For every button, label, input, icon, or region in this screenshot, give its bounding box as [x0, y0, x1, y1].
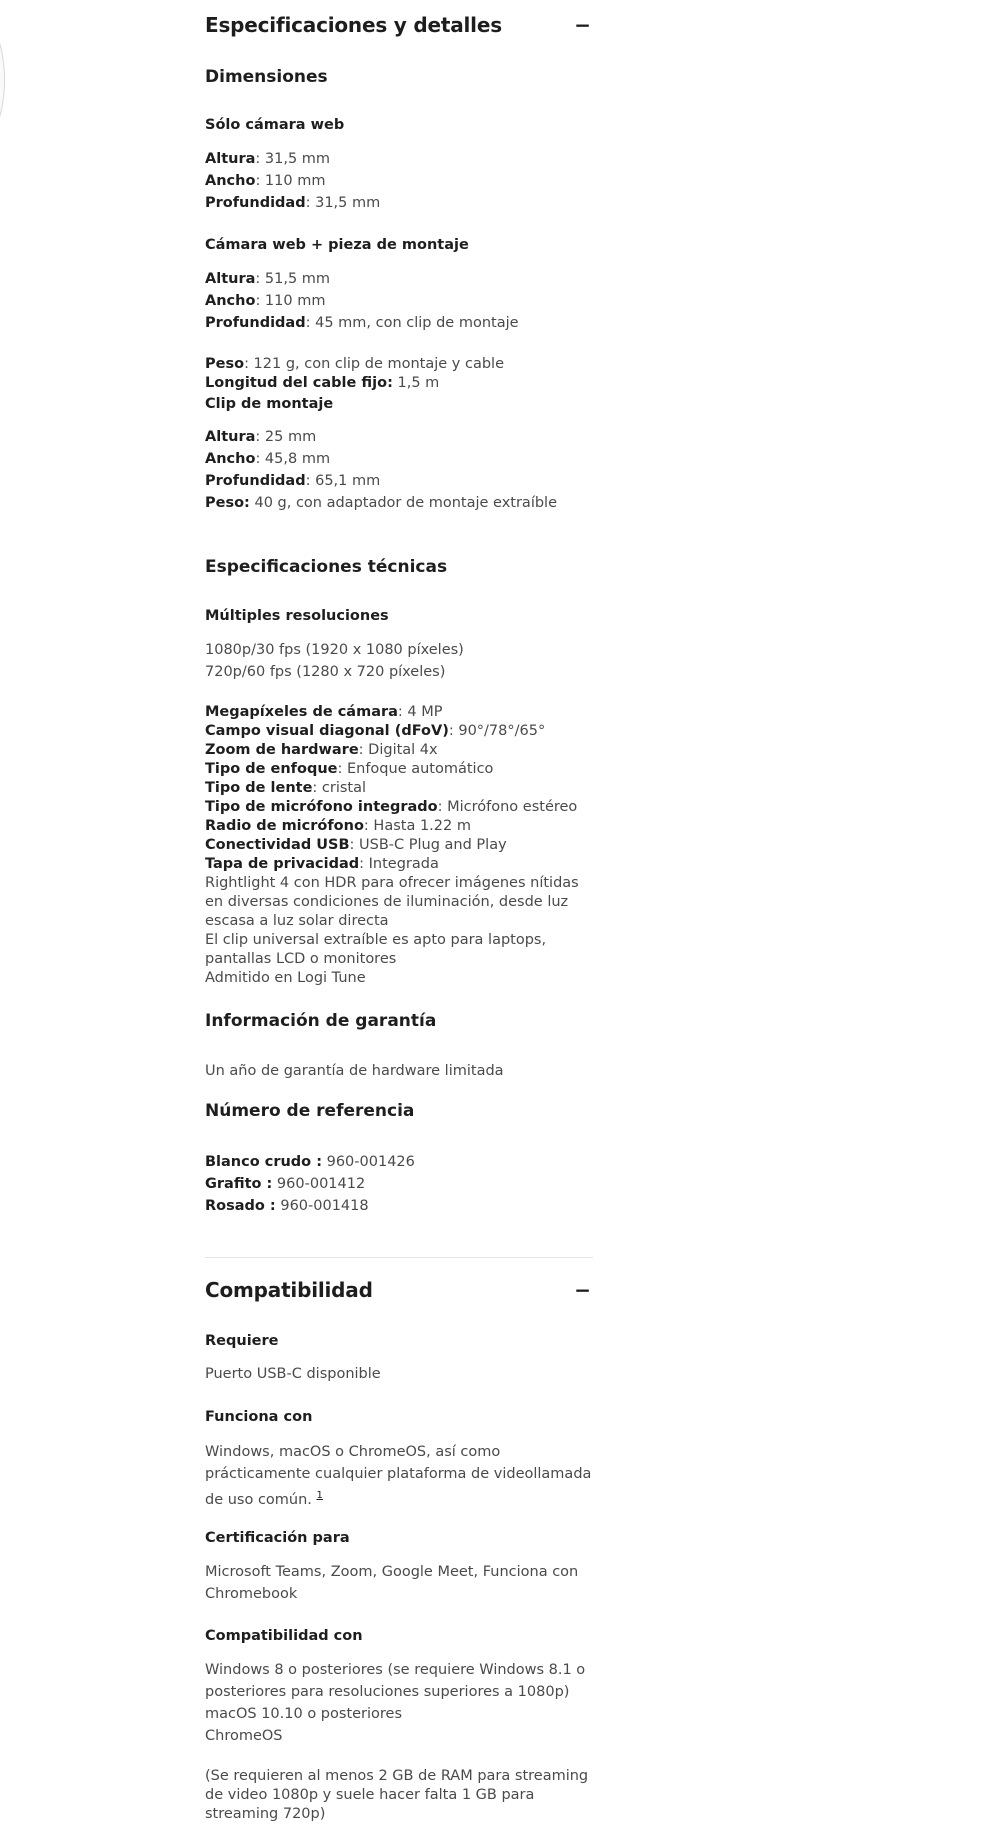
spec-label: Altura: [205, 271, 256, 287]
spec-value: : 4 MP: [397, 704, 443, 720]
spec-row: [205, 492, 593, 514]
section-divider: [205, 1257, 593, 1258]
spec-label: Radio de micrófono: [205, 818, 364, 834]
spec-row: [205, 148, 593, 170]
spec-label: Megapíxeles de cámara: [205, 704, 398, 720]
works-with-text: [205, 1441, 593, 1511]
spec-label: Peso: [205, 356, 245, 372]
weight-cable-specs: [205, 355, 593, 393]
spec-label: Longitud del cable fijo:: [205, 375, 393, 391]
spec-note: El clip universal extraíble es apto para laptops, pantallas LCD o monitores: [205, 932, 547, 967]
spec-row: [205, 268, 593, 290]
compat-line: ChromeOS: [205, 1728, 283, 1744]
spec-value: : 110 mm: [255, 173, 326, 189]
technical-specs-heading: Especificaciones técnicas: [205, 557, 448, 577]
spec-row: [205, 741, 593, 760]
spec-value: : Enfoque automático: [337, 761, 494, 777]
spec-row: [205, 836, 593, 855]
spec-value: : 25 mm: [255, 429, 317, 445]
spec-value: : cristal: [312, 780, 367, 796]
works-with-description: Windows, macOS o ChromeOS, así como prácticamente cualquier plataforma de videollamada de uso común.: [205, 1444, 592, 1508]
warranty-heading: Información de garantía: [205, 1011, 437, 1031]
certified-for-heading: Certificación para: [205, 1530, 350, 1546]
spec-value: : 90°/78°/65°: [448, 723, 546, 739]
spec-label: Campo visual diagonal (dFoV): [205, 723, 449, 739]
mount-clip-heading: Clip de montaje: [205, 396, 334, 412]
spec-row: [205, 426, 593, 448]
spec-label: Tipo de enfoque: [205, 761, 338, 777]
spec-value: : 65,1 mm: [305, 473, 381, 489]
spec-label: Tipo de lente: [205, 780, 313, 796]
spec-row: [205, 448, 593, 470]
spec-row: [205, 703, 593, 722]
spec-label: Conectividad USB: [205, 837, 350, 853]
warranty-text: Un año de garantía de hardware limitada: [205, 1063, 504, 1079]
spec-row: [205, 760, 593, 779]
spec-value: : 31,5 mm: [255, 151, 331, 167]
spec-row: [205, 798, 593, 817]
spec-value: : 110 mm: [255, 293, 326, 309]
compat-line: Windows 8 o posteriores (se requiere Windows 8.1 o posteriores para resoluciones superiores a 1080p): [205, 1662, 586, 1700]
spec-row: [205, 779, 593, 798]
spec-label: Tipo de micrófono integrado: [205, 799, 438, 815]
compatible-with-heading: Compatibilidad con: [205, 1628, 363, 1644]
spec-row: [205, 722, 593, 741]
spec-value: : 121 g, con clip de montaje y cable: [244, 356, 505, 372]
spec-value: 1,5 m: [392, 375, 440, 391]
spec-value: : 31,5 mm: [305, 195, 381, 211]
ram-note: (Se requieren al menos 2 GB de RAM para streaming de video 1080p y suele hacer falta 1 GB para streaming 720p): [205, 1768, 589, 1822]
spec-label: Tapa de privacidad: [205, 856, 360, 872]
spec-row: [205, 1173, 593, 1195]
resolution-line: 1080p/30 fps (1920 x 1080 píxeles): [205, 642, 464, 658]
requires-text: Puerto USB-C disponible: [205, 1366, 381, 1382]
spec-value: 960-001418: [275, 1198, 369, 1214]
spec-value: : 45 mm, con clip de montaje: [305, 315, 519, 331]
part-number-heading: Número de referencia: [205, 1101, 415, 1121]
spec-row: [205, 355, 593, 374]
spec-row: [205, 170, 593, 192]
webcam-only-dimensions: [205, 148, 593, 214]
technical-specs-list: [205, 703, 593, 988]
spec-label: Profundidad: [205, 195, 306, 211]
spec-note: Rightlight 4 con HDR para ofrecer imágenes nítidas en diversas condiciones de iluminación, desde luz escasa a luz solar directa: [205, 875, 579, 929]
spec-value: : 51,5 mm: [255, 271, 331, 287]
spec-value: : Digital 4x: [358, 742, 438, 758]
spec-label: Profundidad: [205, 473, 306, 489]
partial-circle-decoration: [0, 5, 5, 155]
spec-label: Blanco crudo :: [205, 1154, 322, 1170]
spec-row: [205, 192, 593, 214]
spec-value: : Integrada: [359, 856, 439, 872]
spec-label: Rosado :: [205, 1198, 276, 1214]
spec-label: Ancho: [205, 451, 256, 467]
resolutions-heading: Múltiples resoluciones: [205, 608, 389, 624]
spec-value: 960-001412: [272, 1176, 366, 1192]
mount-clip-dimensions: [205, 426, 593, 514]
spec-label: Altura: [205, 151, 256, 167]
spec-row: [205, 855, 593, 874]
spec-value: 40 g, con adaptador de montaje extraíble: [249, 495, 558, 511]
spec-label: Altura: [205, 429, 256, 445]
spec-row: [205, 817, 593, 836]
specs-accordion-header[interactable]: [205, 0, 593, 50]
part-number-list: [205, 1151, 593, 1217]
spec-value: : USB-C Plug and Play: [349, 837, 507, 853]
resolutions-list: [205, 639, 593, 683]
spec-label: Ancho: [205, 293, 256, 309]
spec-value: : Hasta 1.22 m: [363, 818, 471, 834]
spec-label: Zoom de hardware: [205, 742, 359, 758]
spec-label: Peso:: [205, 495, 250, 511]
spec-row: [205, 374, 593, 393]
spec-value: : Micrófono estéreo: [437, 799, 578, 815]
spec-label: Ancho: [205, 173, 256, 189]
collapse-icon[interactable]: −: [574, 13, 591, 37]
spec-row: [205, 290, 593, 312]
compatibility-accordion-header[interactable]: [205, 1265, 593, 1315]
works-with-heading: Funciona con: [205, 1409, 313, 1425]
compat-line: macOS 10.10 o posteriores: [205, 1706, 403, 1722]
webcam-mount-heading: Cámara web + pieza de montaje: [205, 237, 469, 253]
specs-title: Especificaciones y detalles: [205, 13, 502, 37]
spec-label: Profundidad: [205, 315, 306, 331]
collapse-icon[interactable]: −: [574, 1278, 591, 1302]
spec-note: Admitido en Logi Tune: [205, 970, 366, 986]
certified-for-text: Microsoft Teams, Zoom, Google Meet, Funciona con Chromebook: [205, 1564, 579, 1602]
compatibility-title: Compatibilidad: [205, 1278, 373, 1302]
webcam-only-heading: Sólo cámara web: [205, 117, 345, 133]
footnote-link[interactable]: 1: [316, 1490, 323, 1501]
spec-row: [205, 470, 593, 492]
spec-value: : 45,8 mm: [255, 451, 331, 467]
resolution-line: 720p/60 fps (1280 x 720 píxeles): [205, 664, 446, 680]
compatible-with-list: [205, 1659, 593, 1747]
spec-row: [205, 1151, 593, 1173]
spec-value: 960-001426: [322, 1154, 415, 1170]
spec-row: [205, 1195, 593, 1217]
dimensions-heading: Dimensiones: [205, 67, 328, 87]
spec-row: [205, 312, 593, 334]
requires-heading: Requiere: [205, 1333, 279, 1349]
webcam-mount-dimensions: [205, 268, 593, 334]
spec-label: Grafito :: [205, 1176, 273, 1192]
